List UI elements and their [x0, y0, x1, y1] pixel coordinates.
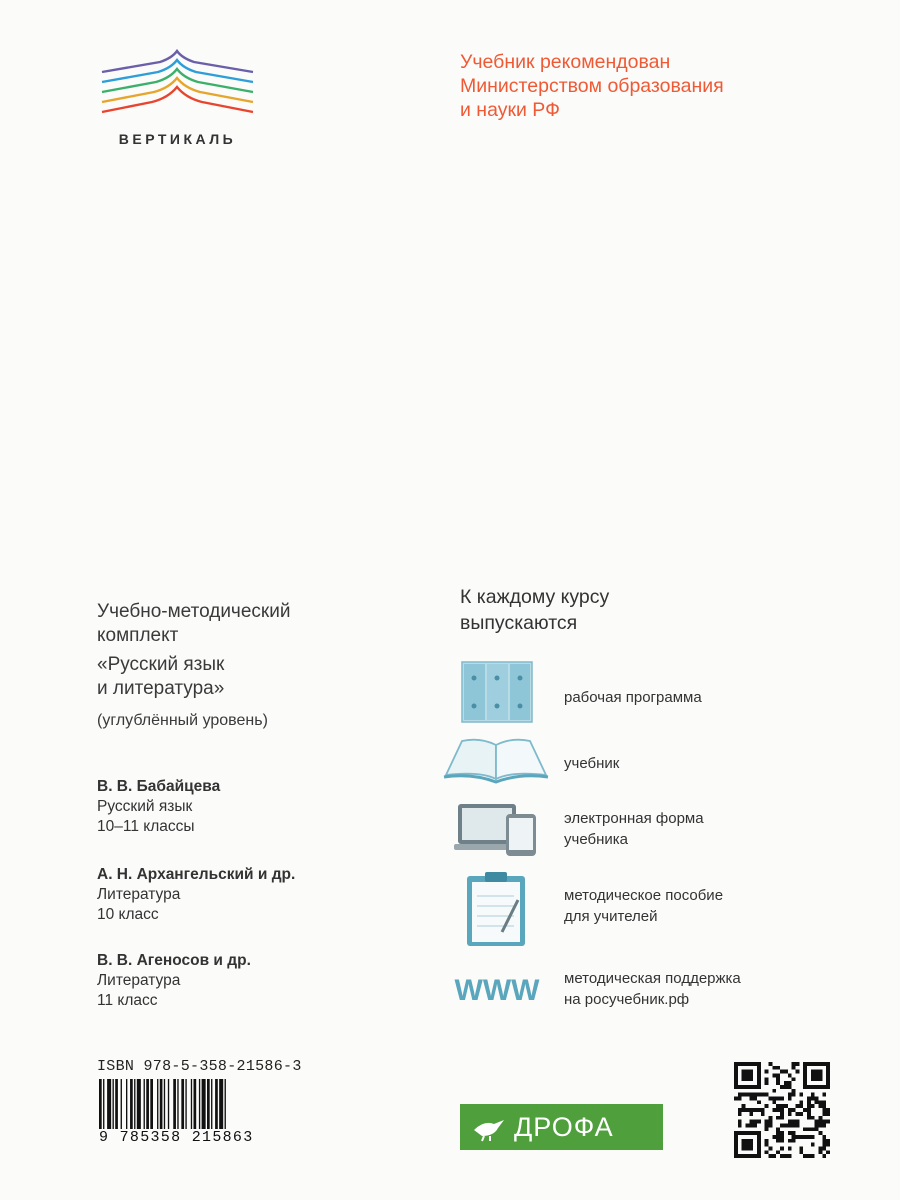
- kit-title-line: Учебно-методический: [97, 601, 291, 622]
- kit-level: (углублённый уровень): [97, 712, 268, 729]
- material-item: [442, 870, 862, 950]
- recommendation-line: Учебник рекомендован: [460, 51, 671, 73]
- recommendation-line: и науки РФ: [460, 99, 560, 121]
- material-label-line: учебника: [564, 831, 628, 848]
- qr-code: [734, 1062, 830, 1158]
- bird-icon: [470, 1114, 508, 1142]
- book-author: А. Н. Архангельский и др.: [97, 866, 296, 883]
- materials-heading-line: выпускаются: [460, 612, 578, 634]
- devices-icon: [442, 800, 542, 860]
- www-icon-text: WWW: [454, 974, 540, 1007]
- book-subject: Литература: [97, 972, 181, 989]
- material-label-line: методическое пособие: [564, 887, 724, 904]
- book-grade: 10 класс: [97, 906, 159, 923]
- book-subject: Русский язык: [97, 798, 193, 815]
- material-item: [442, 800, 862, 880]
- book-entry: [97, 951, 251, 1011]
- material-item: [442, 962, 862, 1042]
- material-label: учебник: [564, 755, 620, 772]
- book-grade: 11 класс: [97, 992, 158, 1009]
- material-label-line: методическая поддержка: [564, 970, 741, 987]
- book-author: В. В. Бабайцева: [97, 778, 221, 795]
- recommendation: [460, 50, 880, 122]
- book-grade: 10–11 классы: [97, 818, 195, 835]
- vertikal-logo: [100, 48, 255, 128]
- recommendation-line: Министерством образования: [460, 75, 724, 97]
- material-label: [564, 968, 741, 1010]
- material-label: [564, 808, 704, 850]
- material-item: [442, 660, 862, 740]
- material-label: [564, 885, 723, 927]
- material-label-line: для учителей: [564, 908, 658, 925]
- kit-name: [97, 653, 224, 701]
- textbook-icon: [442, 735, 552, 785]
- book-author: В. В. Агеносов и др.: [97, 952, 251, 969]
- materials-heading-line: К каждому курсу: [460, 586, 610, 608]
- book-entry: [97, 777, 220, 837]
- logo-text: ВЕРТИКАЛЬ: [118, 131, 237, 147]
- material-label-line: на росучебник.рф: [564, 991, 690, 1008]
- clipboard-icon: [442, 870, 542, 948]
- book-entry: [97, 865, 295, 925]
- kit-title: [97, 600, 290, 648]
- kit-name-line: и литература»: [97, 678, 225, 699]
- material-label: рабочая программа: [564, 689, 702, 706]
- kit-name-line: «Русский язык: [97, 654, 225, 675]
- kit-title-line: комплект: [97, 625, 179, 646]
- drofa-logo: [460, 1104, 663, 1150]
- materials-heading: [460, 584, 609, 636]
- www-icon: [442, 962, 552, 1012]
- work-program-icon: [442, 660, 542, 726]
- material-label-line: электронная форма: [564, 810, 704, 827]
- isbn-label: ISBN 978-5-358-21586-3: [97, 1058, 302, 1075]
- barcode-digits: 9 785358 215863: [99, 1129, 254, 1146]
- book-subject: Литература: [97, 886, 181, 903]
- publisher-name: ДРОФА: [514, 1112, 614, 1142]
